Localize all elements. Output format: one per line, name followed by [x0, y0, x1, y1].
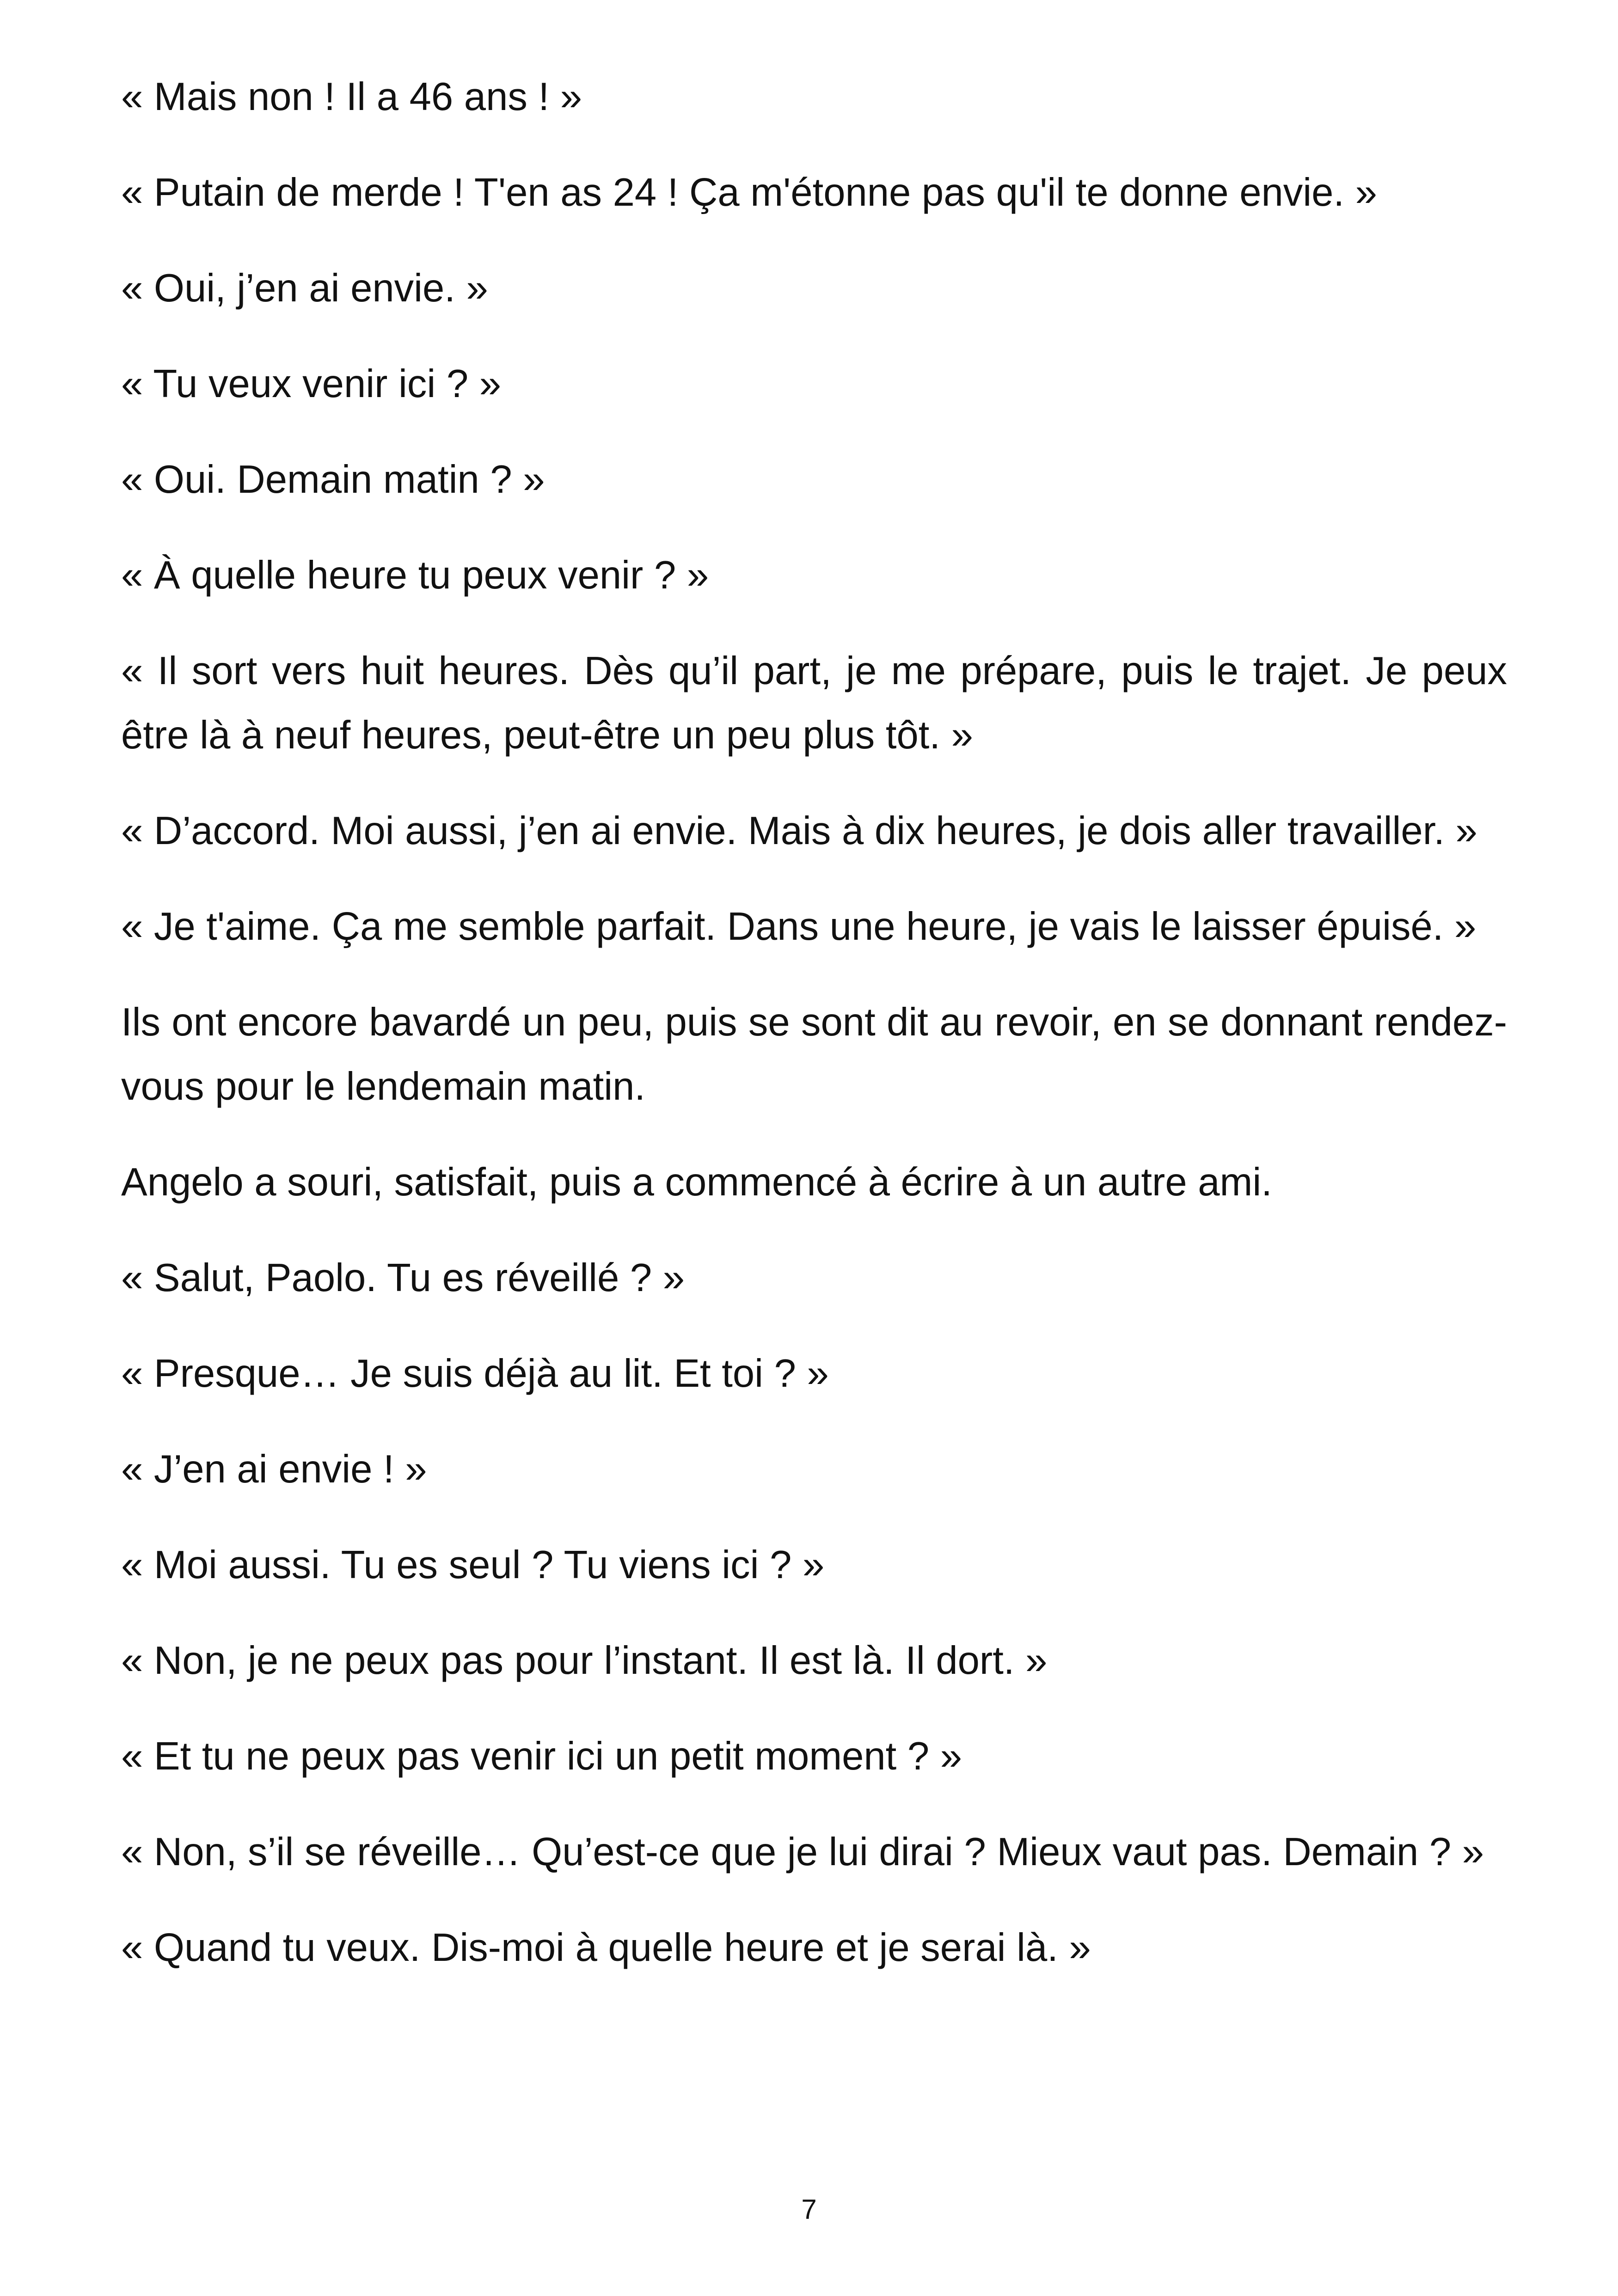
paragraph-15: « Moi aussi. Tu es seul ? Tu viens ici ? » [121, 1543, 825, 1587]
paragraph-6: « À quelle heure tu peux venir ? » [121, 553, 709, 597]
paragraph-4: « Tu veux venir ici ? » [121, 362, 502, 406]
paragraph-2: « Putain de merde ! T'en as 24 ! Ça m'étonne pas qu'il te donne envie. » [121, 171, 1377, 214]
paragraph-3: « Oui, j’en ai envie. » [121, 266, 488, 310]
paragraph-17: « Et tu ne peux pas venir ici un petit moment ? » [121, 1734, 962, 1778]
page-number: 7 [801, 2194, 817, 2225]
paragraph-10: Ils ont encore bavardé un peu, puis se sont dit au revoir, en se donnant rendez-vous pour le lendemain matin. [121, 1000, 1507, 1108]
paragraph-16: « Non, je ne peux pas pour l’instant. Il est là. Il dort. » [121, 1639, 1048, 1683]
paragraph-7: « Il sort vers huit heures. Dès qu’il part, je me prépare, puis le trajet. Je peux être là à neuf heures, peut-être un peu plus tôt. » [121, 649, 1507, 757]
text-column [121, 65, 1507, 2011]
paragraph-18: « Non, s’il se réveille… Qu’est-ce que je lui dirai ? Mieux vaut pas. Demain ? » [121, 1830, 1484, 1874]
paragraph-11: Angelo a souri, satisfait, puis a commencé à écrire à un autre ami. [121, 1160, 1272, 1204]
paragraph-12: « Salut, Paolo. Tu es réveillé ? » [121, 1256, 685, 1300]
paragraph-1: « Mais non ! Il a 46 ans ! » [121, 75, 582, 119]
paragraph-19: « Quand tu veux. Dis-moi à quelle heure et je serai là. » [121, 1926, 1091, 1970]
paragraph-8: « D’accord. Moi aussi, j’en ai envie. Mais à dix heures, je dois aller travailler. » [121, 809, 1477, 853]
paragraph-9: « Je t'aime. Ça me semble parfait. Dans une heure, je vais le laisser épuisé. » [121, 905, 1477, 949]
paragraph-13: « Presque… Je suis déjà au lit. Et toi ? » [121, 1352, 829, 1396]
paragraph-5: « Oui. Demain matin ? » [121, 458, 545, 502]
paragraph-14: « J’en ai envie ! » [121, 1447, 427, 1491]
